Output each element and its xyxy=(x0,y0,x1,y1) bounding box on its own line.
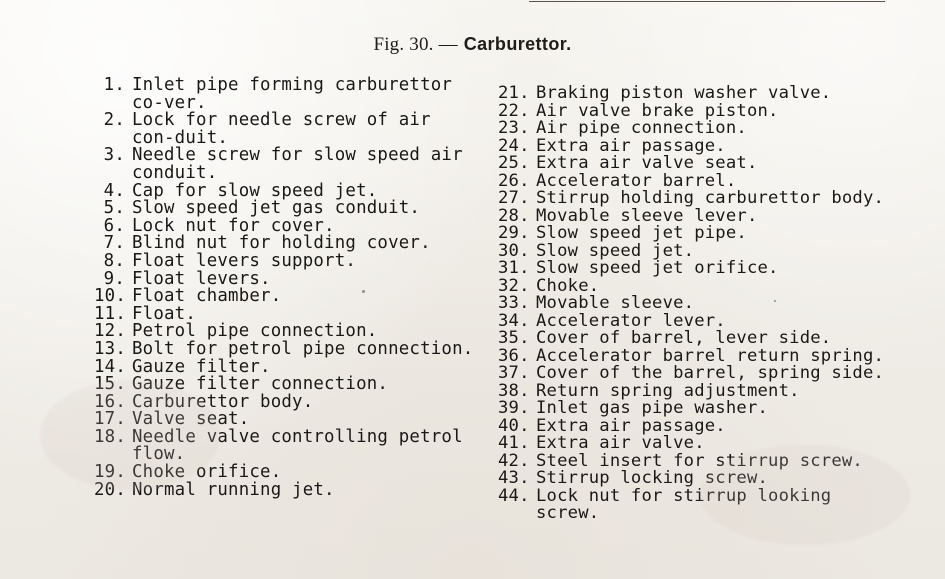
list-item xyxy=(498,225,888,243)
list-item xyxy=(498,295,888,313)
item-number: 19. xyxy=(94,462,127,483)
item-number: 6. xyxy=(103,215,125,236)
item-number: 15. xyxy=(94,374,127,395)
list-item xyxy=(498,330,888,348)
item-text: Slow speed jet orifice. xyxy=(536,258,779,278)
paper-stain xyxy=(40,380,220,490)
list-item xyxy=(94,338,478,359)
item-number: 5. xyxy=(103,198,125,219)
list-item xyxy=(94,77,478,112)
top-divider-line xyxy=(529,1,885,2)
item-number: 23. xyxy=(498,118,530,138)
figure-caption: Carburettor. xyxy=(463,34,572,54)
item-number: 38. xyxy=(498,380,530,401)
item-text: Float levers. xyxy=(132,268,271,289)
item-text: Bolt for petrol pipe connection. xyxy=(132,338,474,359)
item-text: Carburettor body. xyxy=(132,391,314,412)
item-text: Slow speed jet gas conduit. xyxy=(132,198,421,219)
paper-speck xyxy=(362,290,365,293)
item-text: Valve seat. xyxy=(132,409,250,430)
item-text: Gauze filter connection. xyxy=(132,374,389,395)
item-number: 27. xyxy=(498,188,530,208)
item-text: Cap for slow speed jet. xyxy=(132,180,378,201)
item-text: Braking piston washer valve. xyxy=(536,83,832,103)
item-text: Gauze filter. xyxy=(132,356,271,377)
item-text: Air valve brake piston. xyxy=(536,100,779,121)
item-text: Petrol pipe connection. xyxy=(132,321,378,342)
item-number: 7. xyxy=(103,233,125,254)
item-number: 2. xyxy=(103,110,125,131)
item-number: 44. xyxy=(498,485,530,506)
item-text: Cover of the barrel, spring side. xyxy=(536,363,885,383)
item-text: Air pipe connection. xyxy=(536,118,747,138)
list-item xyxy=(498,365,888,383)
item-text: Blind nut for holding cover. xyxy=(132,233,431,254)
item-text: Slow speed jet. xyxy=(536,240,695,261)
item-number: 12. xyxy=(94,321,127,342)
list-item xyxy=(498,400,888,418)
item-text: Extra air valve. xyxy=(536,433,705,453)
item-number: 34. xyxy=(498,310,530,331)
item-number: 13. xyxy=(94,338,127,359)
item-text: Slow speed jet pipe. xyxy=(536,223,747,243)
list-item xyxy=(498,190,888,208)
item-text: Needle valve controlling petrol flow. xyxy=(132,426,463,465)
item-text: Extra air passage. xyxy=(536,415,726,436)
paper-stain xyxy=(700,445,910,545)
item-number: 16. xyxy=(94,391,127,412)
item-number: 20. xyxy=(94,479,127,500)
item-text: Movable sleeve. xyxy=(536,293,695,313)
paper-speck xyxy=(774,300,776,302)
item-text: Lock for needle screw of air con-duit. xyxy=(132,110,431,148)
item-text: Lock nut for cover. xyxy=(132,215,335,236)
item-text: Steel insert for stirrup screw. xyxy=(536,450,863,471)
item-number: 21. xyxy=(498,83,530,103)
item-number: 29. xyxy=(498,223,530,243)
list-item xyxy=(498,155,888,173)
item-text: Float levers support. xyxy=(132,250,357,271)
item-number: 1. xyxy=(103,75,125,95)
item-text: Movable sleeve lever. xyxy=(536,205,758,226)
item-number: 37. xyxy=(498,363,530,383)
item-text: Extra air valve seat. xyxy=(536,153,758,173)
list-item xyxy=(94,250,478,271)
item-number: 9. xyxy=(103,268,125,289)
item-number: 25. xyxy=(498,153,530,173)
item-text: Return spring adjustment. xyxy=(536,380,800,401)
item-number: 39. xyxy=(498,398,530,418)
item-text: Stirrup locking screw. xyxy=(536,468,769,488)
item-number: 30. xyxy=(498,240,530,261)
item-number: 42. xyxy=(498,450,530,471)
item-number: 11. xyxy=(94,303,127,324)
item-number: 33. xyxy=(498,293,530,313)
item-text: Cover of barrel, lever side. xyxy=(536,328,832,348)
item-text: Inlet pipe forming carburettor co-ver. xyxy=(132,75,453,113)
item-text: Lock nut for stirrup looking screw. xyxy=(536,485,832,523)
item-text: Float chamber. xyxy=(132,286,282,307)
figure-title xyxy=(0,34,945,56)
figure-number-label: Fig. 30. — xyxy=(373,34,458,55)
item-number: 8. xyxy=(103,250,125,271)
item-text: Needle screw for slow speed air conduit. xyxy=(132,145,463,183)
item-text: Choke. xyxy=(536,275,600,296)
item-text: Extra air passage. xyxy=(536,135,726,156)
item-text: Stirrup holding carburettor body. xyxy=(536,188,885,208)
item-number: 4. xyxy=(103,180,125,201)
item-number: 22. xyxy=(498,100,530,121)
item-number: 18. xyxy=(94,426,127,447)
item-number: 3. xyxy=(103,145,125,166)
item-number: 31. xyxy=(498,258,530,278)
list-item xyxy=(498,260,888,278)
item-number: 17. xyxy=(94,409,127,430)
item-text: Accelerator barrel. xyxy=(536,170,737,191)
item-number: 24. xyxy=(498,135,530,156)
item-number: 26. xyxy=(498,170,530,191)
item-number: 35. xyxy=(498,328,530,348)
item-number: 32. xyxy=(498,275,530,296)
item-number: 28. xyxy=(498,205,530,226)
item-number: 40. xyxy=(498,415,530,436)
item-number: 14. xyxy=(94,356,127,377)
item-number: 10. xyxy=(94,286,127,307)
item-text: Accelerator lever. xyxy=(536,310,726,331)
list-item xyxy=(94,112,478,147)
item-text: Accelerator barrel return spring. xyxy=(536,345,885,366)
item-text: Float. xyxy=(132,303,197,324)
list-item xyxy=(498,85,888,103)
item-text: Choke orifice. xyxy=(132,462,282,483)
item-text: Normal running jet. xyxy=(132,479,335,500)
item-number: 43. xyxy=(498,468,530,488)
list-item xyxy=(94,147,478,182)
item-text: Inlet gas pipe washer. xyxy=(536,398,769,418)
item-number: 41. xyxy=(498,433,530,453)
item-number: 36. xyxy=(498,345,530,366)
list-item xyxy=(498,120,888,138)
